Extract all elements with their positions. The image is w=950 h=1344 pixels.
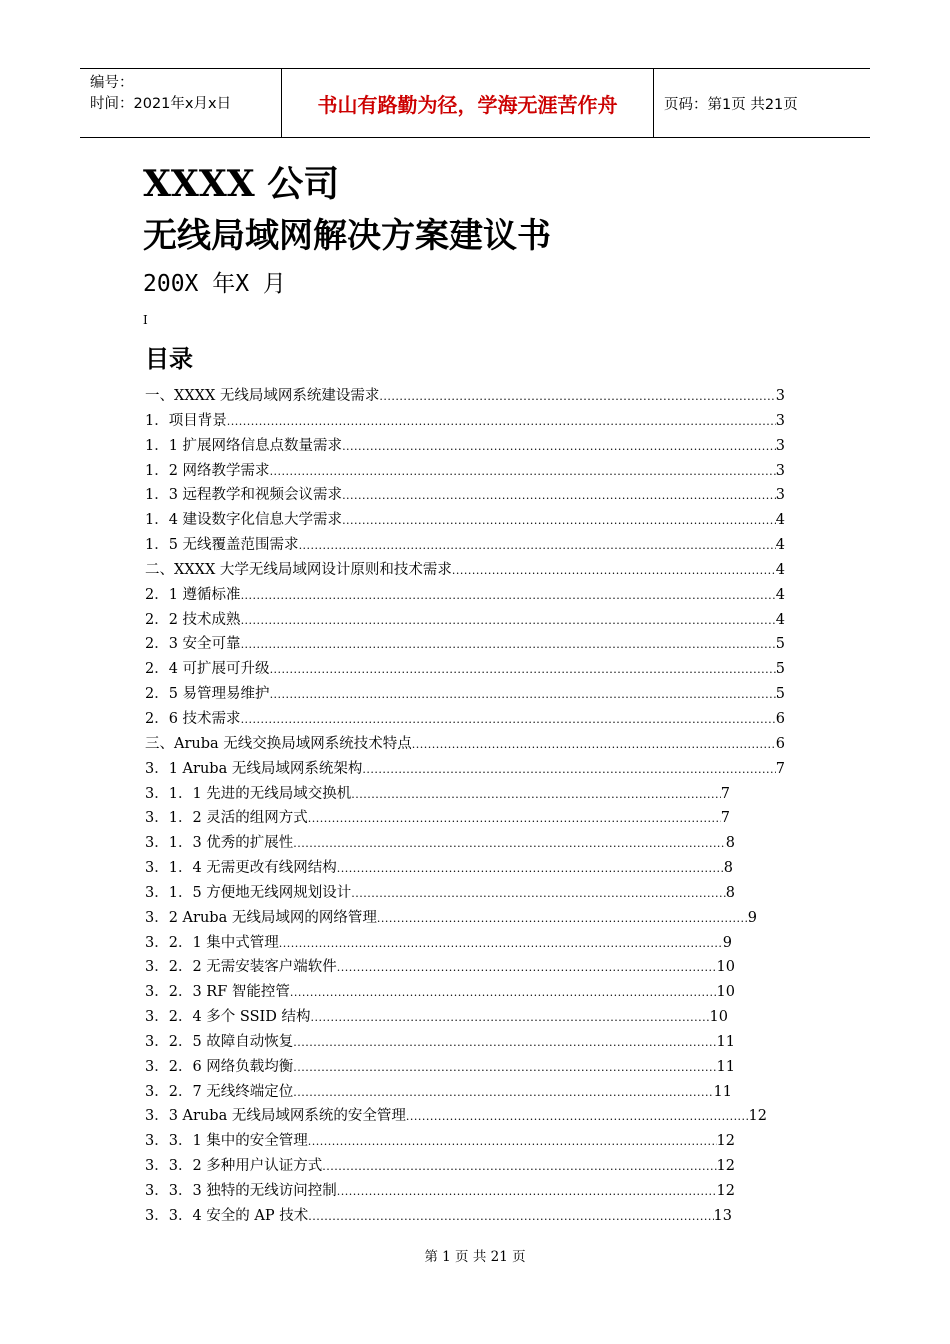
toc-entry-page: 8 <box>723 860 733 877</box>
toc-entry-page: 12 <box>716 1158 735 1175</box>
toc-entry[interactable] <box>145 483 785 508</box>
toc-entry-text: 1．1 扩展网络信息点数量需求 <box>145 437 343 454</box>
toc-entry[interactable] <box>145 1055 735 1080</box>
document-title-line1: XXXX 公司 <box>143 163 340 205</box>
number-label: 编号： <box>90 75 134 91</box>
toc-entry-page: 10 <box>716 984 735 1001</box>
toc-leader-dots <box>377 907 748 932</box>
toc-leader-dots <box>241 609 776 634</box>
toc-entry-page: 4 <box>775 611 785 628</box>
page-header <box>80 68 870 138</box>
toc-entry-text: 3．3．2 多种用户认证方式 <box>145 1158 323 1175</box>
toc-leader-dots <box>293 1056 716 1081</box>
toc-leader-dots <box>379 385 775 410</box>
toc-entry-text: 2．5 易管理易维护 <box>145 686 270 703</box>
toc-leader-dots <box>241 584 776 609</box>
toc-entry-text: 1．5 无线覆盖范围需求 <box>145 537 299 554</box>
toc-entry[interactable] <box>145 980 735 1005</box>
toc-entry-page: 12 <box>716 1183 735 1199</box>
toc-entry-page: 10 <box>716 959 735 976</box>
toc-leader-dots <box>351 882 725 907</box>
toc-leader-dots <box>412 733 776 758</box>
toc-entry-text: 2．2 技术成熟 <box>145 611 241 628</box>
toc-entry[interactable] <box>145 608 785 633</box>
toc-entry[interactable] <box>145 707 785 732</box>
toc-entry-text: 二、XXXX 大学无线局域网设计原则和技术需求 <box>145 561 452 578</box>
toc-entry[interactable] <box>145 881 735 906</box>
toc-entry-text: 3．3．3 独特的无线访问控制 <box>145 1183 337 1199</box>
header-meta <box>80 69 281 137</box>
header-motto: 书山有路勤为径，学海无涯苦作舟 <box>281 69 654 137</box>
toc-entry-page: 7 <box>720 785 730 802</box>
toc-entry-text: 3．2．2 无需安装客户端软件 <box>145 959 337 976</box>
toc-entry-text: 3．1．2 灵活的组网方式 <box>145 810 308 827</box>
toc-entry-text: 3．2．5 故障自动恢复 <box>145 1033 294 1050</box>
toc-entry-page: 13 <box>713 1207 732 1224</box>
table-of-contents <box>145 384 785 1229</box>
toc-entry-text: 三、Aruba 无线交换局域网系统技术特点 <box>145 735 412 752</box>
toc-leader-dots <box>270 658 776 683</box>
toc-entry[interactable] <box>145 459 785 484</box>
toc-entry-page: 4 <box>775 537 785 554</box>
toc-entry-page: 11 <box>716 1033 735 1050</box>
toc-leader-dots <box>362 758 775 783</box>
toc-entry[interactable] <box>145 434 785 459</box>
toc-leader-dots <box>299 534 776 559</box>
toc-leader-dots <box>308 1205 713 1230</box>
toc-entry-text: 3．2．3 RF 智能控管 <box>145 984 290 1001</box>
toc-entry[interactable] <box>145 782 730 807</box>
toc-entry-text: 3．1 Aruba 无线局域网系统架构 <box>145 760 363 777</box>
toc-entry-page: 11 <box>713 1083 732 1100</box>
toc-entry[interactable] <box>145 931 732 956</box>
toc-entry-page: 3 <box>775 437 785 454</box>
toc-entry-text: 2．3 安全可靠 <box>145 636 241 653</box>
toc-entry-text: 3．2．1 集中式管理 <box>145 934 279 951</box>
toc-leader-dots <box>322 1155 716 1180</box>
toc-entry-page: 8 <box>725 835 735 852</box>
toc-entry[interactable] <box>145 1104 767 1129</box>
document-title-line2: 无线局域网解决方案建议书 <box>143 216 551 256</box>
toc-entry[interactable] <box>145 1204 732 1229</box>
toc-heading: 目录 <box>145 344 193 373</box>
toc-entry-text: 3．2 Aruba 无线局域网的网络管理 <box>145 909 377 926</box>
toc-entry[interactable] <box>145 533 785 558</box>
toc-leader-dots <box>308 1130 717 1155</box>
toc-entry-text: 3．3．4 安全的 AP 技术 <box>145 1207 309 1224</box>
toc-entry-page: 12 <box>716 1133 735 1150</box>
toc-entry[interactable] <box>145 757 785 782</box>
toc-leader-dots <box>293 1081 713 1106</box>
toc-leader-dots <box>342 509 776 534</box>
toc-entry[interactable] <box>145 831 735 856</box>
toc-leader-dots <box>270 683 776 708</box>
toc-entry-text: 2．6 技术需求 <box>145 710 241 727</box>
toc-leader-dots <box>227 410 776 435</box>
toc-entry[interactable] <box>145 1005 728 1030</box>
toc-entry-page: 3 <box>775 388 785 404</box>
header-page-label: 页码：第1页 共21页 <box>664 96 798 113</box>
toc-entry-page: 12 <box>748 1108 767 1125</box>
toc-entry-page: 11 <box>716 1058 735 1075</box>
toc-entry-text: 1．项目背景 <box>145 412 227 429</box>
toc-entry-text: 1．3 远程教学和视频会议需求 <box>145 487 343 504</box>
toc-leader-dots <box>290 981 717 1006</box>
toc-entry[interactable] <box>145 409 785 434</box>
toc-leader-dots <box>351 783 720 808</box>
toc-entry[interactable] <box>145 856 733 881</box>
toc-entry-page: 10 <box>709 1009 728 1026</box>
toc-entry[interactable] <box>145 1129 735 1154</box>
toc-leader-dots <box>337 956 717 981</box>
toc-entry-text: 3．1．5 方便地无线网规划设计 <box>145 884 352 901</box>
toc-entry-page: 3 <box>775 462 785 479</box>
toc-entry-text: 3．3．1 集中的安全管理 <box>145 1133 308 1150</box>
toc-entry-text: 3．2．7 无线终端定位 <box>145 1083 294 1100</box>
toc-entry-page: 3 <box>775 412 785 429</box>
toc-entry[interactable] <box>145 583 785 608</box>
toc-leader-dots <box>337 857 724 882</box>
toc-entry[interactable] <box>145 558 785 583</box>
toc-entry[interactable] <box>145 657 785 682</box>
toc-entry-text: 3．3 Aruba 无线局域网系统的安全管理 <box>145 1108 406 1125</box>
toc-entry[interactable] <box>145 1080 732 1105</box>
toc-entry[interactable] <box>145 1154 735 1179</box>
toc-leader-dots <box>337 1180 717 1205</box>
toc-entry-text: 3．1．1 先进的无线局域交换机 <box>145 785 352 802</box>
toc-entry-page: 7 <box>775 760 785 777</box>
toc-entry-page: 4 <box>775 561 785 578</box>
time-label: 时间：2021年x月x日 <box>90 96 232 112</box>
roman-page-number: I <box>143 313 148 327</box>
toc-entry-page: 3 <box>775 487 785 504</box>
toc-entry-text: 1．2 网络教学需求 <box>145 462 270 479</box>
toc-entry-text: 1．4 建设数字化信息大学需求 <box>145 512 343 529</box>
toc-entry-text: 3．1．4 无需更改有线网结构 <box>145 860 337 877</box>
toc-entry[interactable] <box>145 1030 735 1055</box>
toc-entry[interactable] <box>145 632 785 657</box>
toc-entry[interactable] <box>145 806 730 831</box>
toc-entry-page: 9 <box>747 909 757 926</box>
toc-leader-dots <box>308 807 721 832</box>
toc-leader-dots <box>293 1031 716 1056</box>
page-footer: 第 1 页 共 21 页 <box>424 1249 526 1265</box>
toc-leader-dots <box>342 435 776 460</box>
toc-entry-page: 6 <box>775 710 785 727</box>
toc-leader-dots <box>241 633 776 658</box>
toc-leader-dots <box>452 559 776 584</box>
toc-entry-text: 3．2．6 网络负载均衡 <box>145 1058 294 1075</box>
toc-entry[interactable] <box>145 1179 735 1204</box>
toc-leader-dots <box>270 460 776 485</box>
toc-entry-page: 9 <box>722 934 732 951</box>
toc-entry[interactable] <box>145 906 757 931</box>
toc-entry-page: 5 <box>775 686 785 703</box>
toc-entry-page: 4 <box>775 512 785 529</box>
toc-entry[interactable] <box>145 732 785 757</box>
toc-entry-page: 6 <box>775 735 785 752</box>
toc-entry-text: 3．2．4 多个 SSID 结构 <box>145 1009 311 1026</box>
toc-leader-dots <box>241 708 776 733</box>
toc-entry[interactable] <box>145 384 785 409</box>
toc-entry[interactable] <box>145 682 785 707</box>
toc-entry[interactable] <box>145 955 735 980</box>
toc-entry-page: 7 <box>720 810 730 827</box>
toc-leader-dots <box>310 1006 709 1031</box>
toc-entry-text: 2．1 遵循标准 <box>145 586 241 603</box>
toc-entry-text: 一、XXXX 无线局域网系统建设需求 <box>145 388 380 404</box>
toc-entry-page: 8 <box>725 884 735 901</box>
toc-leader-dots <box>406 1105 749 1130</box>
toc-entry-text: 2．4 可扩展可升级 <box>145 661 270 678</box>
toc-entry-page: 4 <box>775 586 785 603</box>
document-date: 200X 年X 月 <box>143 271 286 297</box>
toc-leader-dots <box>342 484 776 509</box>
toc-entry-page: 5 <box>775 636 785 653</box>
toc-leader-dots <box>279 932 723 957</box>
toc-entry-text: 3．1．3 优秀的扩展性 <box>145 835 294 852</box>
toc-entry-page: 5 <box>775 661 785 678</box>
toc-leader-dots <box>293 832 725 857</box>
toc-entry[interactable] <box>145 508 785 533</box>
